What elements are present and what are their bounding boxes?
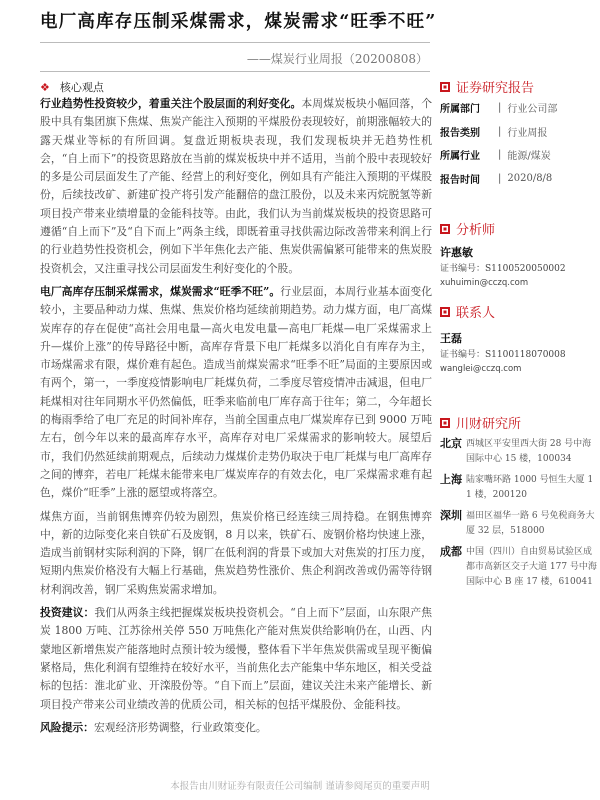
divider <box>40 42 430 43</box>
meta-value: 行业公司部 <box>507 104 558 116</box>
paragraph <box>40 604 432 714</box>
heading-text: 证券研究报告 <box>456 81 535 96</box>
meta-value: 2020/8/8 <box>507 172 553 184</box>
contact-card <box>440 330 566 376</box>
meta-value: 能源/煤炭 <box>507 151 551 163</box>
meta-key: 报告时间 <box>440 174 480 186</box>
office-address: 西城区平安里西大街 28 号中海国际中心 15 楼，100034 <box>466 439 592 464</box>
meta-row <box>440 96 557 120</box>
paragraph-lead: 电厂高库存压制采煤需求，煤炭需求“旺季不旺”。 <box>40 284 281 298</box>
paragraph <box>40 95 432 278</box>
paragraph-body: 煤焦方面，当前钢焦博弈仍较为剧烈，焦炭价格已经连续三周持稳。在钢焦博弈中，新的边际变化来自铁矿石及废钢，8 月以来，铁矿石、废钢价格均快速上涨，造成当前钢材实际利润的下降，钢厂在低利润的背景下或加大对焦炭的打压力度，短期内焦炭价格没有大幅上行基础，焦炭趋势性涨价、焦企利润改善或仍需等待钢材利润改善，钢厂采购焦炭需求增加。 <box>40 509 432 596</box>
paragraph-body: 本周煤炭板块小幅回落，个股中具有集团旗下焦煤、焦炭产能注入预期的平煤股份表现较好，前期涨幅较大的露天煤业等标的有所回调。复盘近期板块表现，我们发现板块并无趋势性机会，“自上而下”的投资思路放在当前的煤炭板块中并不适用，当前个股中表现较好的多是公司层面发生了产能、经营上的利好变化，例如具有产能注入预期的平煤股份，后续技改矿、新建矿投产将引发产能翻倍的盘江股份，以及未来丙烷脱氢等新项目投产带来业绩增量的金能科技等。由此，我们认为当前煤炭板块的投资思路可遵循“自上而下”及“自下而上”两条主线，即既着重寻找供需边际改善带来利润上行的行业趋势性投资机会，例如下半年焦化去产能、焦炭供需偏紧可能带来的焦炭股投资机会，又注重寻找公司层面发生利好变化的个股。 <box>40 97 433 275</box>
paragraph-lead: 投资建议： <box>40 606 95 620</box>
office-city: 上海 <box>440 473 462 486</box>
square-icon <box>440 224 450 234</box>
meta-value: 行业周报 <box>507 127 548 139</box>
office-item <box>440 473 598 503</box>
footer-disclaimer: 本报告由川财证券有限责任公司编制 谨请参阅尾页的重要声明 <box>170 781 430 792</box>
meta-row <box>440 120 557 144</box>
analyst-heading <box>440 219 495 238</box>
report-heading <box>440 77 534 96</box>
separator: | <box>498 102 502 114</box>
paragraph-body: 我们从两条主线把握煤炭板块投资机会。“自上而下”层面，山东限产焦炭 1800 万吨、江苏徐州关停 550 万吨焦化产能对焦炭供给影响仍在，山西、内蒙地区新增焦炭产能落地时点预计较为缓慢，整体看下半年焦炭供需或呈现平衡偏紧格局，焦化利润有望维持在较好水平，当前焦化去产能集中华东地区，相关受益标的包括：淮北矿业、开滦股份等。“自下而上”层面，建议关注未来产能增长、新项目投产带来公司业绩改善的优质公司，相关标的包括平煤股份、金能科技。 <box>40 606 433 711</box>
contact-email[interactable]: wanglei@cczq.com <box>440 364 522 374</box>
paragraph <box>40 508 432 599</box>
section-title: 核心观点 <box>59 81 104 94</box>
divider <box>40 71 430 72</box>
analyst-cert: 证书编号：S1100520050002 <box>440 264 566 274</box>
main-body <box>40 95 432 742</box>
contact-heading <box>440 302 495 321</box>
report-subtitle: ——煤炭行业周报（20200808） <box>246 52 428 66</box>
separator: | <box>498 172 502 184</box>
report-title: 电厂高库存压制采煤需求，煤炭需求“旺季不旺” <box>40 12 437 32</box>
square-icon <box>440 418 450 428</box>
paragraph-body: 宏观经济形势调整，行业政策变化。 <box>93 720 267 734</box>
office-address: 福田区福华一路 6 号免税商务大厦 32 层，518000 <box>466 511 595 536</box>
contact-cert: 证书编号：S1100118070008 <box>440 350 566 360</box>
contact-name: 王磊 <box>440 332 462 345</box>
office-address: 中国（四川）自由贸易试验区成都市高新区交子大道 177 号中海国际中心 B 座 17 楼，610041 <box>466 547 597 587</box>
square-icon <box>440 307 450 317</box>
institute-heading <box>440 413 521 432</box>
heading-text: 分析师 <box>456 223 496 238</box>
office-city: 北京 <box>440 437 462 450</box>
square-icon <box>440 82 450 92</box>
separator: | <box>498 125 502 137</box>
diamond-icon: ❖ <box>40 80 50 94</box>
meta-row <box>440 167 557 191</box>
paragraph <box>40 719 432 737</box>
report-meta <box>440 96 557 190</box>
paragraph <box>40 283 432 503</box>
analyst-email[interactable]: xuhuimin@cczq.com <box>440 278 529 288</box>
office-item <box>440 545 598 590</box>
office-list <box>440 437 598 590</box>
paragraph-body: 行业层面，本周行业基本面变化较小，主要品种动力煤、焦煤、焦炭价格均延续前期趋势。动力煤方面，电厂高煤炭库存的存在促使“高社会用电量—高火电发电量—高电厂耗煤—电厂采煤需求上升—煤价上涨”的传导路径中断，高库存背景下电厂耗煤多以消化自有库存为主，市场煤需求有限，煤价难有起色。造成当前煤炭需求“旺季不旺”局面的主要原因或有两个，第一，一季度疫情影响电厂耗煤负荷，二季度尽管疫情冲击减退，但电厂耗煤相对往年同期水平仍然偏低，旺季来临前电厂库存高于往年；第二，今年超长的梅雨季给了电厂充足的时间补库存，当前全国重点电厂煤炭库存已到 9000 万吨左右，创今年以来的最高库存水平，高库存对电厂采煤需求的影响较大。展望后市，我们仍然延续前期观点，后续动力煤煤价走势仍取决于电厂耗煤与电厂高库存之间的博弈，若电厂耗煤未能带来电厂煤炭库存的有效去化，电厂采煤需求难有起色，煤价“旺季”上涨的愿望或将落空。 <box>40 284 432 500</box>
section-heading <box>40 79 104 95</box>
office-address: 陆家嘴环路 1000 号恒生大厦 11 楼，200120 <box>466 475 594 500</box>
paragraph-lead: 行业趋势性投资较少，着重关注个股层面的利好变化。 <box>40 97 302 110</box>
meta-key: 所属部门 <box>440 104 480 116</box>
analyst-name: 许惠敏 <box>440 246 473 259</box>
meta-row <box>440 143 557 167</box>
analyst-card <box>440 244 566 290</box>
office-city: 深圳 <box>440 509 462 522</box>
office-item <box>440 509 598 539</box>
heading-text: 川财研究所 <box>456 417 522 432</box>
office-city: 成都 <box>440 545 462 558</box>
separator: | <box>498 149 502 161</box>
paragraph-lead: 风险提示： <box>40 720 94 734</box>
office-item <box>440 437 598 467</box>
meta-key: 报告类别 <box>440 127 480 139</box>
meta-key: 所属行业 <box>440 151 480 163</box>
heading-text: 联系人 <box>456 306 496 321</box>
